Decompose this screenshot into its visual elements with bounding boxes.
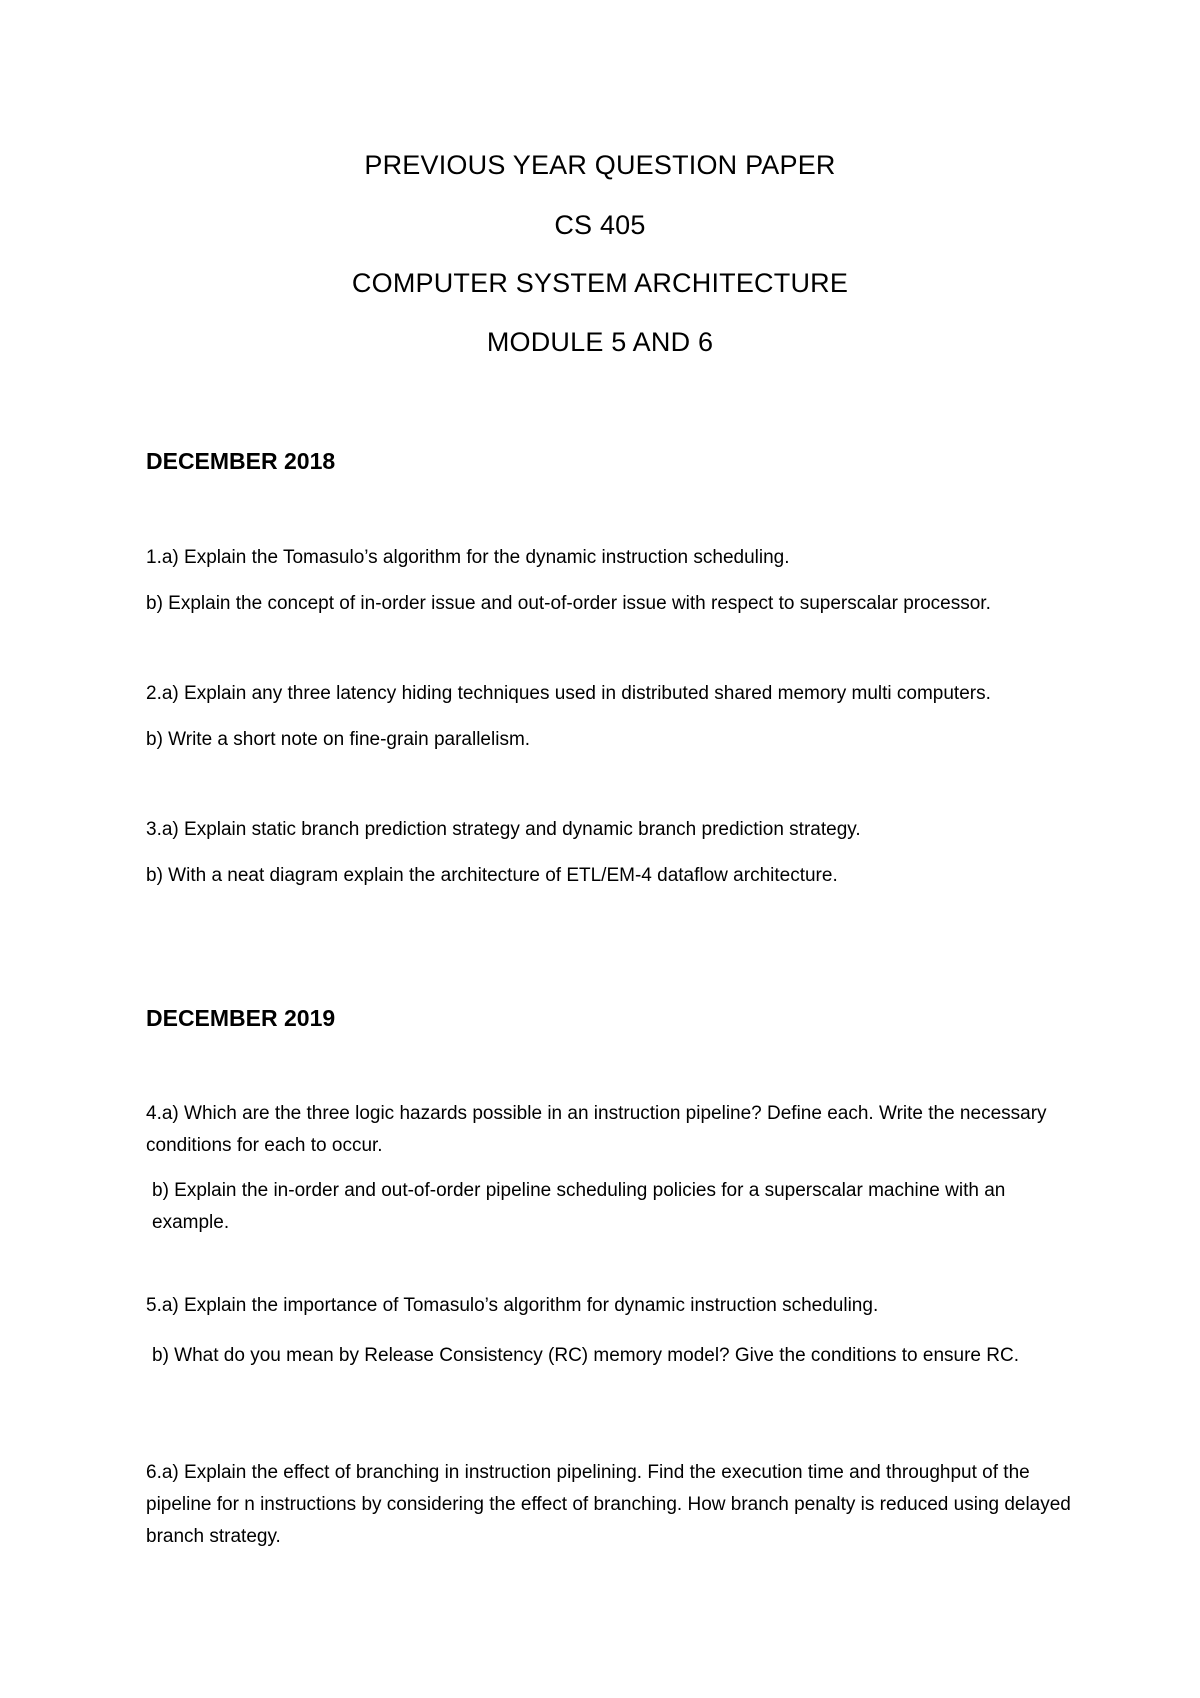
question-3b: b) With a neat diagram explain the architecture of ETL/EM-4 dataflow architecture. <box>146 865 838 886</box>
course-name: COMPUTER SYSTEM ARCHITECTURE <box>351 268 849 298</box>
question-5a: 5.a) Explain the importance of Tomasulo’s algorithm for dynamic instruction scheduling. <box>146 1295 879 1316</box>
paper-title: PREVIOUS YEAR QUESTION PAPER <box>364 150 836 180</box>
question-3a: 3.a) Explain static branch prediction strategy and dynamic branch prediction strategy. <box>146 819 861 840</box>
question-2a: 2.a) Explain any three latency hiding techniques used in distributed shared memory multi computers. <box>146 683 991 704</box>
question-6a: 6.a) Explain the effect of branching in instruction pipelining. Find the execution time and throughput of the pipeline for n instructions by considering the effect of branching. How branch penalty is reduced using delayed branch strategy. <box>146 1462 1071 1547</box>
question-5b: b) What do you mean by Release Consistency (RC) memory model? Give the conditions to ensure RC. <box>152 1345 1019 1366</box>
section-heading-december-2019: DECEMBER 2019 <box>146 1005 336 1031</box>
question-1b: b) Explain the concept of in-order issue and out-of-order issue with respect to superscalar processor. <box>146 593 991 614</box>
course-code: CS 405 <box>554 210 646 240</box>
module-info: MODULE 5 AND 6 <box>486 327 714 357</box>
question-2b: b) Write a short note on fine-grain parallelism. <box>146 729 531 750</box>
question-4a: 4.a) Which are the three logic hazards possible in an instruction pipeline? Define each. Write the necessary conditions for each to occur. <box>146 1103 1047 1156</box>
section-heading-december-2018: DECEMBER 2018 <box>146 448 336 474</box>
question-4b: b) Explain the in-order and out-of-order pipeline scheduling policies for a superscalar machine with an example. <box>152 1180 1006 1233</box>
question-1a: 1.a) Explain the Tomasulo’s algorithm for the dynamic instruction scheduling. <box>146 547 790 568</box>
